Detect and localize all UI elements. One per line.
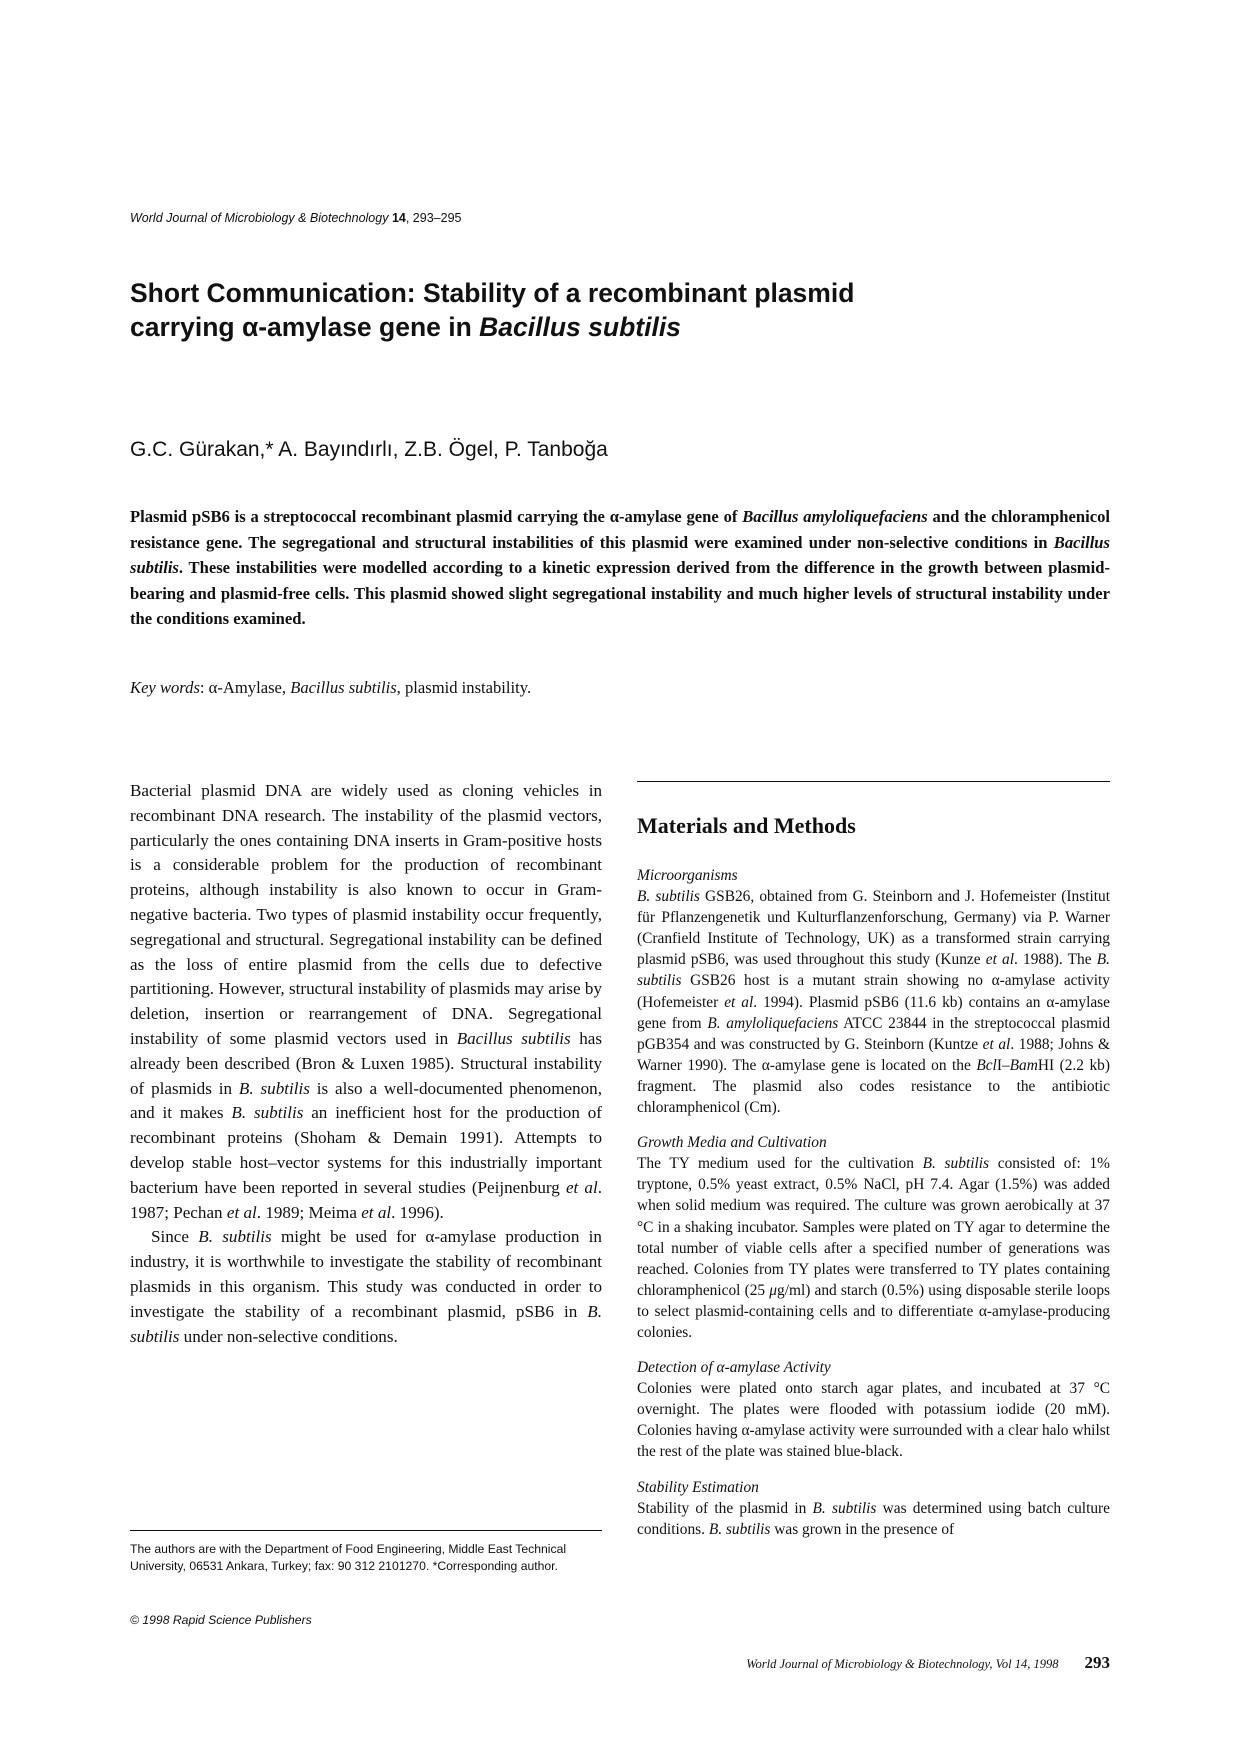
article-title (130, 276, 1110, 344)
growth-section (637, 1132, 1110, 1343)
subsection-title: Stability Estimation (637, 1478, 759, 1496)
abstract-text-3: . These instabilities were modelled according to a kinetic expression derived from the difference in the growth between plasmid-bearing and plasmid-free cells. This plasmid showed slight segregational instability and much higher levels of structural instability under the conditions examined. (130, 558, 1110, 628)
footnote-divider (130, 1530, 602, 1531)
intro-paragraph-2: Since B. subtilis might be used for α-amylase production in industry, it is worthwhile to investigate the stability of recombinant plasmids in this organism. This study was conducted in order to investigate the stability of a recombinant plasmid, pSB6 in B. subtilis under non-selective conditions. (130, 1227, 602, 1346)
title-line-2 (130, 310, 1110, 344)
journal-name: World Journal of Microbiology & Biotechnology (130, 211, 389, 225)
keywords (130, 678, 531, 698)
abstract (130, 504, 1110, 632)
page-footer (637, 1653, 1110, 1673)
subsection-title: Microorganisms (637, 867, 738, 884)
section-heading: Materials and Methods (637, 813, 856, 838)
introduction (130, 779, 602, 1349)
keywords-label: Key words (130, 678, 200, 697)
detection-section (637, 1357, 1110, 1462)
title-line-1: Short Communication: Stability of a recombinant plasmid (130, 278, 855, 308)
journal-pages: , 293–295 (405, 211, 462, 225)
intro-paragraph-1: Bacterial plasmid DNA are widely used as cloning vehicles in recombinant DNA research. The instability of the plasmid vectors, particularly the ones containing DNA inserts in Gram-positive hosts is a considerable problem for the production of recombinant proteins, although instability is also known to occur in Gram-negative bacteria. Two types of plasmid instability occur frequently, segregational and structural. Segregational instability can be defined as the loss of entire plasmid from the cells due to defective partitioning. However, structural instability of plasmids may arise by deletion, insertion or rearrangement of DNA. Segregational instability of some plasmid vectors used in Bacillus subtilis has already been described (Bron & Luxen 1985). Structural instability of plasmids in B. subtilis is also a well-documented phenomenon, and it makes B. subtilis an inefficient host for the production of recombinant proteins (Shoham & Demain 1991). Attempts to develop stable host–vector systems for this industrially important bacterium have been reported in several studies (Peijnenburg et al. 1987; Pechan et al. 1989; Meima et al. 1996). (130, 781, 603, 1222)
journal-volume: 14 (391, 211, 406, 225)
subsection-title: Detection of α-amylase Activity (637, 1359, 831, 1377)
methods-column (637, 865, 1110, 1554)
abstract-species-2: Bacillus subtilis (130, 532, 1110, 577)
stability-section (637, 1477, 1110, 1540)
title-species: Bacillus subtilis (479, 312, 681, 342)
abstract-text-2: and the chloramphenicol resistance gene. The segregational and structural instabilities of this plasmid were examined under non-selective conditions in (130, 507, 1110, 552)
authors: G.C. Gürakan,* A. Bayındırlı, Z.B. Ögel, P. Tanboğa (130, 438, 608, 461)
microorganisms-text: B. subtilis GSB26, obtained from G. Steinborn and J. Hofemeister (Institut für Pflanzengenetik und Kulturflanzenforschung, Germany) via P. Warner (Cranfield Institute of Technology, UK) as a transformed strain carrying plasmid pSB6, was used throughout this study (Kunze et al. 1988). The B. subtilis GSB26 host is a mutant strain showing no α-amylase activity (Hofemeister et al. 1994). Plasmid pSB6 (11.6 kb) contains an α-amylase gene from B. amyloliquefaciens ATCC 23844 in the streptococcal plasmid pGB354 and was constructed by G. Steinborn (Kuntze et al. 1988; Johns & Warner 1990). The α-amylase gene is located on the BclI–BamHI (2.2 kb) fragment. The plasmid also codes resistance to the antibiotic chloramphenicol (Cm). (637, 888, 1111, 1117)
growth-text: The TY medium used for the cultivation B. subtilis consisted of: 1% tryptone, 0.5% yeast extract, 0.5% NaCl, pH 7.4. Agar (1.5%) was added when solid medium was required. The culture was grown aerobically at 37 °C in a shaking incubator. Samples were plated on TY agar to determine the total number of viable cells after a specified number of generations was reached. Colonies from TY plates were transferred to TY plates containing chloramphenicol (25 μg/ml) and starch (0.5%) using disposable sterile loops to select plasmid-containing cells and to differentiate α-amylase-producing colonies. (637, 1155, 1111, 1341)
affiliation-footnote: The authors are with the Department of Food Engineering, Middle East Technical University, 06531 Ankara, Turkey; fax: 90 312 2101270. *Corresponding author. (130, 1542, 567, 1573)
title-line-2-text: carrying α-amylase gene in (130, 312, 480, 342)
journal-header (130, 211, 461, 225)
footer-journal: World Journal of Microbiology & Biotechnology, Vol 14, 1998 (746, 1657, 1059, 1671)
keywords-species: Bacillus subtilis (290, 678, 397, 697)
stability-text: Stability of the plasmid in B. subtilis was determined using batch culture conditions. B. subtilis was grown in the presence of (637, 1499, 1111, 1538)
microorganisms-section (637, 865, 1110, 1118)
section-divider (637, 781, 1110, 782)
abstract-text-1: Plasmid pSB6 is a streptococcal recombinant plasmid carrying the α-amylase gene of (130, 507, 743, 526)
subsection-title: Growth Media and Cultivation (637, 1134, 827, 1152)
keywords-text-c: , plasmid instability. (396, 678, 532, 697)
copyright-notice: © 1998 Rapid Science Publishers (130, 1613, 312, 1627)
detection-text: Colonies were plated onto starch agar plates, and incubated at 37 °C overnight. The plates were flooded with potassium iodide (20 mM). Colonies having α-amylase activity were surrounded with a clear halo whilst the rest of the plate was stained blue-black. (637, 1380, 1110, 1461)
abstract-species-1: Bacillus amyloliquefaciens (742, 507, 928, 526)
keywords-text-a: : α-Amylase, (199, 678, 291, 697)
page-number: 293 (1084, 1653, 1110, 1672)
